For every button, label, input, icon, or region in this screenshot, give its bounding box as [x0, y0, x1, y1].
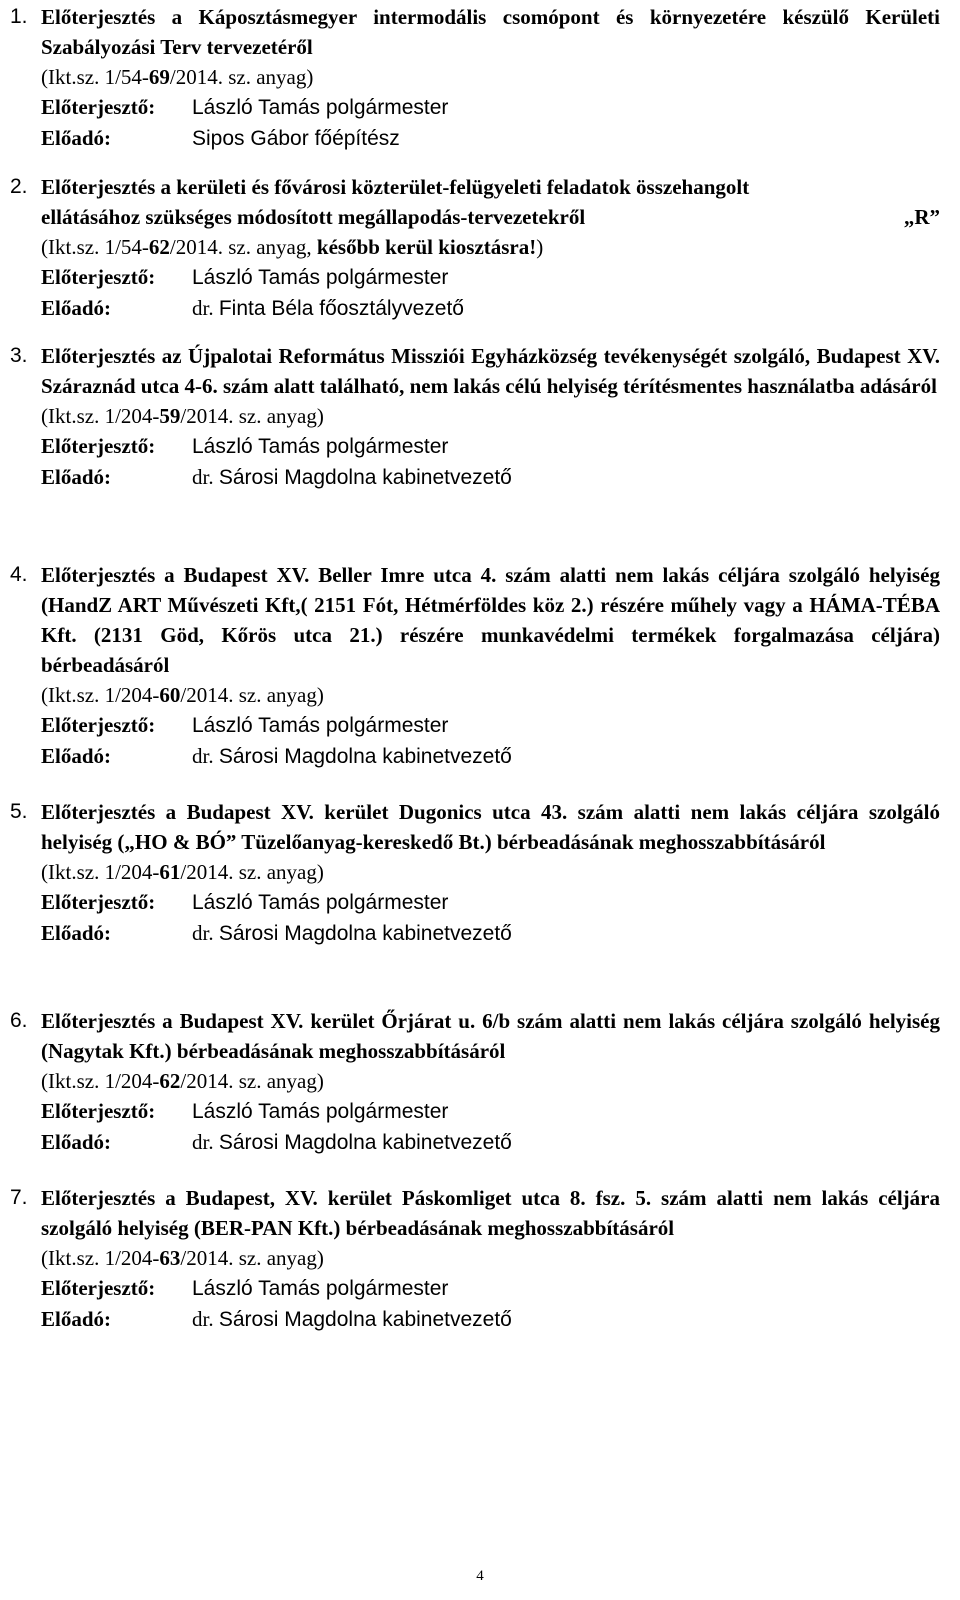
item-submitter: Előterjesztő: László Tamás polgármester [41, 713, 449, 737]
page-number: 4 [476, 1568, 484, 1584]
agenda-item-1 [10, 2, 940, 154]
agenda-item-7 [10, 1183, 940, 1335]
item-reference: (Ikt.sz. 1/204-59/2014. sz. anyag) [41, 404, 324, 428]
agenda-item-5 [10, 797, 940, 949]
item-title: Előterjesztés a Káposztásmegyer intermodális csomópont és környezetére készülő Kerületi Szabályozási Terv tervezetéről [41, 5, 940, 59]
item-reference: (Ikt.sz. 1/54-62/2014. sz. anyag, később kerül kiosztásra!) [41, 235, 544, 259]
item-number: 6. [10, 1009, 28, 1032]
item-submitter: Előterjesztő: László Tamás polgármester [41, 1276, 449, 1300]
item-submitter: Előterjesztő: László Tamás polgármester [41, 95, 449, 119]
item-title-line-2: ellátásához szükséges módosított megállapodás-tervezetekről „R” [41, 202, 940, 232]
item-reference: (Ikt.sz. 1/204-63/2014. sz. anyag) [41, 1246, 324, 1270]
item-number: 1. [10, 5, 28, 28]
item-submitter: Előterjesztő: László Tamás polgármester [41, 265, 449, 289]
item-reference: (Ikt.sz. 1/54-69/2014. sz. anyag) [41, 65, 314, 89]
item-reference: (Ikt.sz. 1/204-61/2014. sz. anyag) [41, 860, 324, 884]
agenda-item-4 [10, 560, 940, 772]
item-submitter: Előterjesztő: László Tamás polgármester [41, 434, 449, 458]
item-presenter: Előadó: dr. Finta Béla főosztályvezető [41, 296, 464, 320]
item-presenter: Előadó: Sipos Gábor főépítész [41, 126, 400, 150]
item-number: 3. [10, 344, 28, 367]
item-submitter: Előterjesztő: László Tamás polgármester [41, 1099, 449, 1123]
agenda-item-6 [10, 1006, 940, 1158]
item-title: Előterjesztés a Budapest XV. Beller Imre utca 4. szám alatti nem lakás céljára szolgáló helyiség (HandZ ART Művészeti Kft,( 2151 Fót, Hétmérföldes köz 2.) részére műhely vagy a HÁMA-TÉBA Kft. (2131 Göd, Kőrös utca 21.) részére munkavédelmi termékek forgalmazása céljára) bérbeadásáról [41, 563, 940, 677]
item-title: Előterjesztés az Újpalotai Református Missziói Egyházközség tevékenységét szolgáló, Budapest XV. Száraznád utca 4-6. szám alatt található, nem lakás célú helyiség térítésmentes használatba adásáról [41, 344, 940, 398]
item-number: 5. [10, 800, 28, 823]
agenda-item-2 [10, 172, 940, 324]
r-mark: „R” [903, 205, 940, 229]
item-number: 7. [10, 1186, 28, 1209]
item-number: 4. [10, 563, 28, 586]
item-number: 2. [10, 175, 28, 198]
item-reference: (Ikt.sz. 1/204-60/2014. sz. anyag) [41, 683, 324, 707]
item-submitter: Előterjesztő: László Tamás polgármester [41, 890, 449, 914]
item-title: Előterjesztés a Budapest, XV. kerület Páskomliget utca 8. fsz. 5. szám alatti nem lakás céljára szolgáló helyiség (BER-PAN Kft.) bérbeadásának meghosszabbításáról [41, 1186, 940, 1240]
item-presenter: Előadó: dr. Sárosi Magdolna kabinetvezető [41, 744, 512, 768]
item-title: Előterjesztés a Budapest XV. kerület Őrjárat u. 6/b szám alatti nem lakás céljára szolgáló helyiség (Nagytak Kft.) bérbeadásának meghosszabbításáról [41, 1009, 940, 1063]
item-title-line-1: Előterjesztés a kerületi és fővárosi közterület-felügyeleti feladatok összehangolt [41, 175, 750, 199]
item-reference: (Ikt.sz. 1/204-62/2014. sz. anyag) [41, 1069, 324, 1093]
agenda-item-3 [10, 341, 940, 493]
item-presenter: Előadó: dr. Sárosi Magdolna kabinetvezető [41, 465, 512, 489]
item-presenter: Előadó: dr. Sárosi Magdolna kabinetvezető [41, 1307, 512, 1331]
item-presenter: Előadó: dr. Sárosi Magdolna kabinetvezető [41, 921, 512, 945]
item-presenter: Előadó: dr. Sárosi Magdolna kabinetvezető [41, 1130, 512, 1154]
item-title: Előterjesztés a Budapest XV. kerület Dugonics utca 43. szám alatti nem lakás céljára szolgáló helyiség („HO & BÓ” Tüzelőanyag-kereskedő Bt.) bérbeadásának meghosszabbításáról [41, 800, 940, 854]
